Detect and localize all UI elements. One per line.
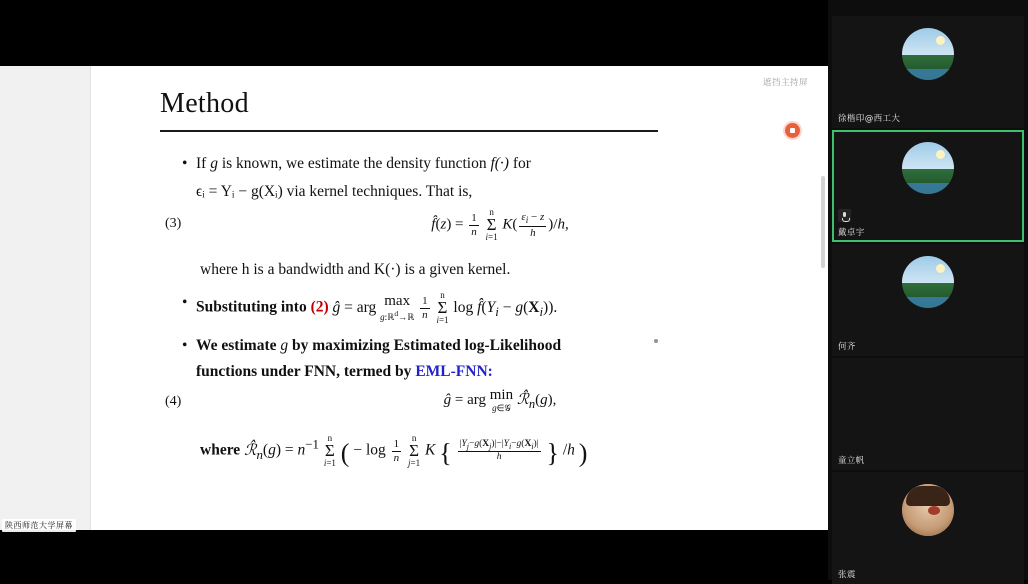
participant-filmstrip[interactable] (828, 0, 1028, 580)
participant-tile[interactable] (832, 358, 1024, 470)
participant-tile[interactable] (832, 130, 1024, 242)
bullet-item-3 (182, 334, 772, 384)
participant-name: 张震 (838, 570, 856, 580)
equation-4-number: (4) (165, 394, 182, 409)
screen-share-watermark: 遮挡主持屏 (762, 77, 808, 87)
avatar (902, 256, 954, 308)
title-divider (160, 130, 658, 132)
bullet-1-line1-a: If (196, 155, 207, 172)
equation-3-body: f̂(z) = $\frac{1}{n}$ n Σ i=1 K( $\frac{\varepsilon_i - z}{h}$ )/h, (431, 207, 569, 243)
avatar (902, 142, 954, 194)
equation-3-note: where h is a bandwidth and K(·) is a given kernel. (200, 261, 511, 278)
participant-name: 徐楷印@西工大 (838, 114, 901, 124)
equation-3-number: (3) (165, 216, 182, 231)
presentation-slide[interactable] (0, 66, 828, 530)
avatar (902, 28, 954, 80)
microphone-muted-icon (838, 209, 851, 222)
slide-left-gutter (0, 66, 91, 530)
participant-tile[interactable] (832, 244, 1024, 356)
bullet-item-2 (182, 291, 772, 325)
participant-name: 何齐 (838, 342, 856, 352)
page-title: Method (160, 88, 249, 119)
bullet-3-highlight: EML-FNN: (415, 363, 493, 381)
bullet-1-var-g: g (210, 155, 218, 172)
equation-4-body: ĝ = arg min g∈𝒢 $ℛ̂_n(g)$, (443, 387, 557, 413)
bullet-3-text-a: We estimate (196, 337, 277, 354)
bullet-3-var-g: g (280, 337, 289, 354)
equation-4-where-label: where (200, 441, 241, 459)
participant-tile[interactable] (832, 472, 1024, 584)
bullet-2-text-a: Substituting into (196, 298, 307, 316)
bullet-2-formula: ĝ = arg max g:ℝ$^d$→ℝ $\frac{1}{n}$ n Σ i=1 $\log f̂(Y_i - g(X_i))$. (332, 290, 558, 326)
screen-share-name-tag: 陕西师范大学屏幕 (2, 519, 76, 532)
bullet-3-text-b: by maximizing Estimated log-Likelihood (291, 337, 562, 354)
equation-4-note: where $ℛ̂_n(g) = n^{-1}$ n Σ i=1 ( − log $\frac{1}{n}$ n Σ j=1 K { $\frac{|Y_j-g(X_j)|-|Y_i-g(X_i)|}{h}$ } /h ) (200, 433, 588, 469)
participant-name: 戴卓宇 (838, 228, 865, 238)
participant-tile[interactable] (832, 16, 1024, 128)
bullet-1-fn-f: f(·) (490, 155, 509, 172)
bullet-1-line1-c: for (512, 155, 531, 172)
slide-content (90, 66, 828, 530)
avatar (902, 484, 954, 536)
bullet-1-line1-b: is known, we estimate the density function (221, 155, 487, 172)
bullet-2-reference[interactable]: (2) (310, 298, 329, 316)
bullet-3-text-c: functions under FNN, termed by (196, 363, 412, 381)
bullet-item-1 (182, 152, 772, 204)
bullet-1-line2: ϵᵢ = Yᵢ − g(Xᵢ) via kernel techniques. That is, (196, 183, 473, 201)
participant-name: 童立帆 (838, 456, 865, 466)
